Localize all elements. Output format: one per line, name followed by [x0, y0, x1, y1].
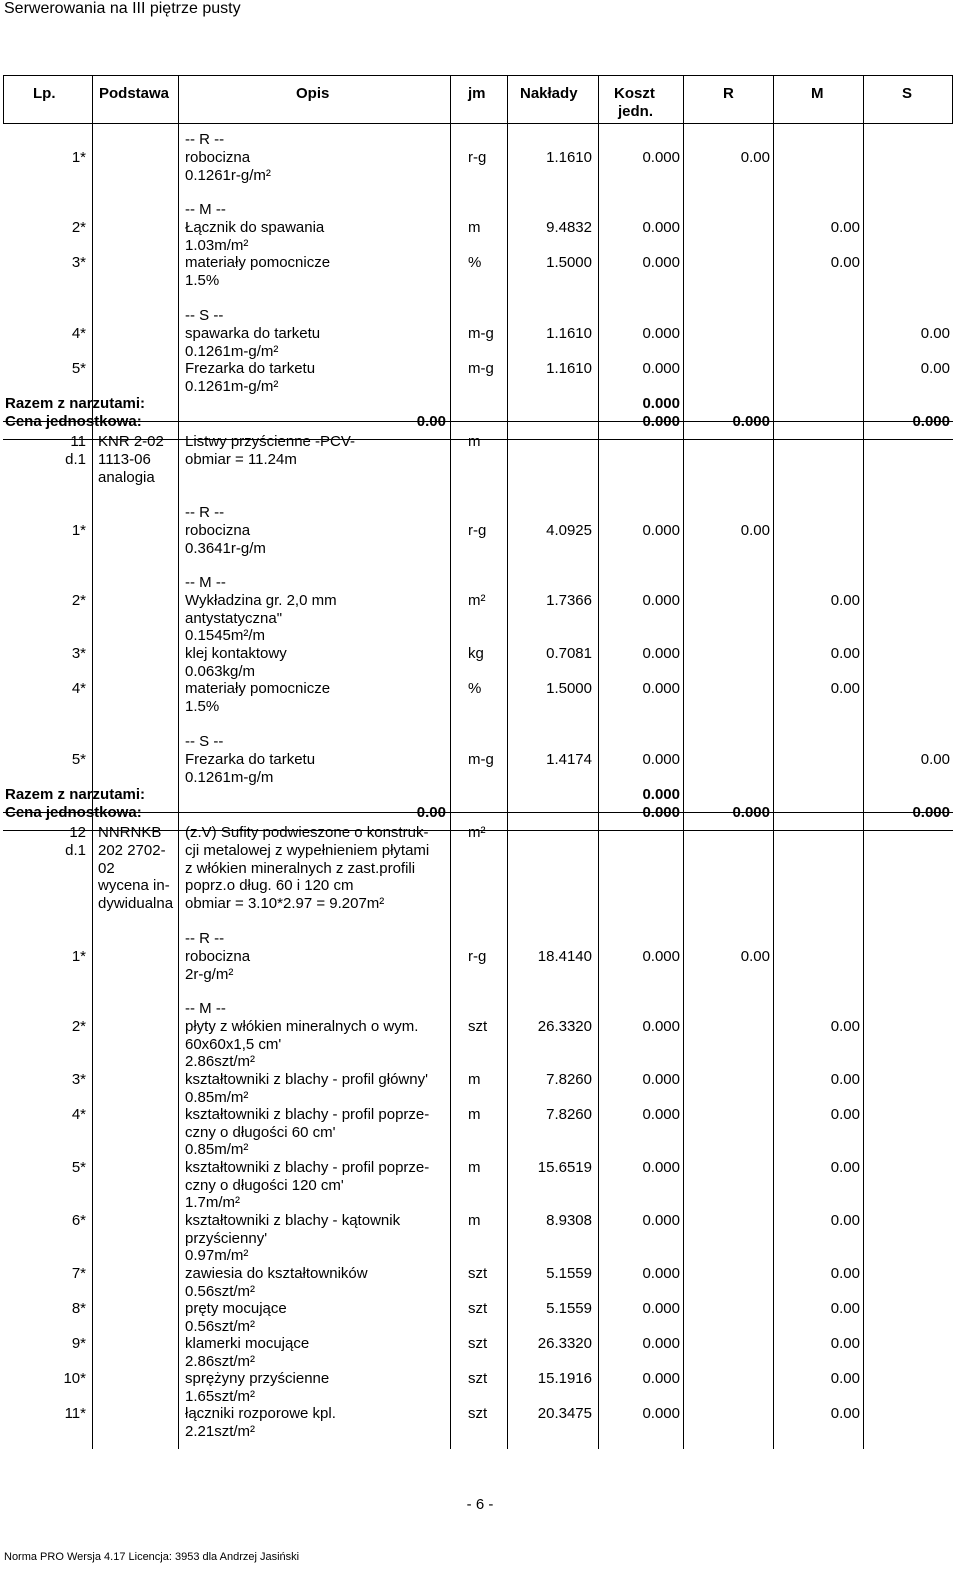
- column-divider: [92, 75, 93, 1449]
- position-unit-cell: m²: [468, 824, 486, 841]
- quantity-cell: 0.7081: [546, 645, 592, 662]
- item-number: 1*: [71, 522, 86, 539]
- unit-cell: m-g: [468, 325, 494, 342]
- labor-cost-cell: 0.000: [732, 413, 770, 430]
- description-cell: łączniki rozporowe kpl.: [185, 1405, 336, 1422]
- quantity-cell: 4.0925: [546, 522, 592, 539]
- unit-cost-cell: 0.000: [642, 1159, 680, 1176]
- header-r: R: [723, 85, 734, 102]
- document-title: Serwerowania na III piętrze pusty: [4, 0, 241, 17]
- item-number: 3*: [71, 1071, 86, 1088]
- quantity-cell: 20.3475: [537, 1405, 592, 1422]
- header-opis: Opis: [296, 85, 330, 102]
- material-cost-cell: 0.00: [830, 1106, 860, 1123]
- description-cell: -- R --: [185, 504, 225, 521]
- material-cost-cell: 0.00: [830, 1265, 860, 1282]
- item-number: d.1: [65, 451, 86, 468]
- header-bottom-border: [3, 123, 953, 124]
- description-cell: Łącznik do spawania: [185, 219, 325, 236]
- header-lp: Lp.: [33, 85, 56, 102]
- unit-cell: m: [468, 1159, 481, 1176]
- quantity-cell: 7.8260: [546, 1106, 592, 1123]
- description-cell: kształtowniki z blachy - profil poprze-: [185, 1159, 430, 1176]
- item-number: 10*: [63, 1370, 86, 1387]
- quantity-cell: 8.9308: [546, 1212, 592, 1229]
- description-cell: 60x60x1,5 cm': [185, 1036, 282, 1053]
- description-cell: 1.03m/m²: [185, 237, 249, 254]
- unit-cost-cell: 0.000: [642, 1370, 680, 1387]
- description-cell: płyty z włókien mineralnych o wym.: [185, 1018, 419, 1035]
- unit-cost-cell: 0.000: [642, 592, 680, 609]
- description-cell: 0.3641r-g/m: [185, 540, 266, 557]
- material-cost-cell: 0.00: [830, 1370, 860, 1387]
- description-cell: robocizna: [185, 522, 251, 539]
- column-divider: [178, 75, 179, 1449]
- quantity-cell: 1.4174: [546, 751, 592, 768]
- material-cost-cell: 0.00: [830, 1159, 860, 1176]
- quantity-cell: 1.1610: [546, 149, 592, 166]
- unit-cell: m: [468, 1071, 481, 1088]
- item-number: 7*: [71, 1265, 86, 1282]
- description-cell: antystatyczna": [185, 610, 283, 627]
- unit-cell: szt: [468, 1265, 488, 1282]
- description-cell: (z.V) Sufity podwieszone o konstruk-: [185, 824, 429, 841]
- description-cell: kształtowniki z blachy - profil główny': [185, 1071, 428, 1088]
- summary-label: Razem z narzutami:: [5, 786, 146, 803]
- labor-cost-cell: 0.00: [740, 948, 770, 965]
- item-number: 4*: [71, 1106, 86, 1123]
- unit-cost-cell: 0.000: [642, 1106, 680, 1123]
- description-cell: 0.1261m-g/m²: [185, 378, 279, 395]
- item-number: d.1: [65, 842, 86, 859]
- column-divider: [863, 75, 864, 1449]
- footer-license: Norma PRO Wersja 4.17 Licencja: 3953 dla Andrzej Jasiński: [4, 1551, 300, 1563]
- material-cost-cell: 0.00: [830, 1212, 860, 1229]
- unit-cell: r-g: [468, 522, 487, 539]
- quantity-cell: 26.3320: [537, 1335, 592, 1352]
- summary-label: Razem z narzutami:: [5, 395, 146, 412]
- equipment-cost-cell: 0.000: [912, 413, 950, 430]
- unit-price-total: 0.00: [416, 804, 446, 821]
- basis-cell: NNRNKB: [98, 824, 162, 841]
- item-number: 3*: [71, 645, 86, 662]
- description-cell: 1.65szt/m²: [185, 1388, 256, 1405]
- unit-cost-cell: 0.000: [642, 645, 680, 662]
- description-cell: z włókien mineralnych z zast.profili: [185, 860, 416, 877]
- basis-cell: wycena in-: [98, 877, 170, 894]
- unit-cost-cell: 0.000: [642, 325, 680, 342]
- unit-cell: m: [468, 219, 481, 236]
- unit-cost-cell: 0.000: [642, 948, 680, 965]
- unit-cost-cell: 0.000: [642, 413, 680, 430]
- description-cell: przyścienny': [185, 1230, 268, 1247]
- description-cell: 2.21szt/m²: [185, 1423, 256, 1440]
- description-cell: 2.86szt/m²: [185, 1053, 256, 1070]
- basis-cell: 202 2702-: [98, 842, 166, 859]
- description-cell: materiały pomocnicze: [185, 680, 331, 697]
- unit-cell: %: [468, 254, 482, 271]
- description-cell: materiały pomocnicze: [185, 254, 331, 271]
- unit-cost-cell: 0.000: [642, 1335, 680, 1352]
- unit-cost-cell: 0.000: [642, 1300, 680, 1317]
- item-number: 1*: [71, 149, 86, 166]
- basis-cell: analogia: [98, 469, 155, 486]
- item-number: 8*: [71, 1300, 86, 1317]
- unit-cost-cell: 0.000: [642, 1405, 680, 1422]
- description-cell: kształtowniki z blachy - kątownik: [185, 1212, 401, 1229]
- description-cell: robocizna: [185, 149, 251, 166]
- material-cost-cell: 0.00: [830, 219, 860, 236]
- description-cell: -- M --: [185, 201, 226, 218]
- unit-cell: kg: [468, 645, 484, 662]
- header-m: M: [811, 85, 824, 102]
- description-cell: Wykładzina gr. 2,0 mm: [185, 592, 337, 609]
- unit-cost-cell: 0.000: [642, 1265, 680, 1282]
- item-number: 11*: [64, 1405, 86, 1422]
- quantity-cell: 5.1559: [546, 1265, 592, 1282]
- item-number: 9*: [71, 1335, 86, 1352]
- description-cell: 2.86szt/m²: [185, 1353, 256, 1370]
- description-cell: 1.7m/m²: [185, 1194, 241, 1211]
- description-cell: -- R --: [185, 930, 225, 947]
- material-cost-cell: 0.00: [830, 680, 860, 697]
- item-number: 4*: [71, 325, 86, 342]
- column-divider: [773, 75, 774, 1449]
- unit-cost-cell: 0.000: [642, 1071, 680, 1088]
- description-cell: -- S --: [185, 733, 224, 750]
- unit-cell: %: [468, 680, 482, 697]
- header-s: S: [902, 85, 913, 102]
- item-number: 2*: [71, 219, 86, 236]
- unit-cost-cell: 0.000: [642, 149, 680, 166]
- description-cell: 0.85m/m²: [185, 1141, 249, 1158]
- description-cell: obmiar = 3.10*2.97 = 9.207m²: [185, 895, 385, 912]
- item-number: 4*: [71, 680, 86, 697]
- unit-cost-cell: 0.000: [642, 804, 680, 821]
- quantity-cell: 1.7366: [546, 592, 592, 609]
- column-divider: [507, 75, 508, 1449]
- quantity-cell: 1.5000: [546, 254, 592, 271]
- description-cell: 0.1261m-g/m²: [185, 343, 279, 360]
- material-cost-cell: 0.00: [830, 1018, 860, 1035]
- description-cell: robocizna: [185, 948, 251, 965]
- labor-cost-cell: 0.00: [740, 522, 770, 539]
- equipment-cost-cell: 0.00: [920, 325, 950, 342]
- description-cell: 0.85m/m²: [185, 1089, 249, 1106]
- unit-cost-cell: 0.000: [642, 680, 680, 697]
- description-cell: klej kontaktowy: [185, 645, 287, 662]
- labor-cost-cell: 0.00: [740, 149, 770, 166]
- unit-cost-cell: 0.000: [642, 751, 680, 768]
- quantity-cell: 15.1916: [537, 1370, 592, 1387]
- quantity-cell: 15.6519: [537, 1159, 592, 1176]
- equipment-cost-cell: 0.00: [920, 751, 950, 768]
- unit-cost-cell: 0.000: [642, 522, 680, 539]
- description-cell: 2r-g/m²: [185, 966, 234, 983]
- description-cell: 1.5%: [185, 698, 220, 715]
- description-cell: -- R --: [185, 131, 225, 148]
- summary-label: Cena jednostkowa:: [5, 413, 142, 430]
- equipment-cost-cell: 0.000: [912, 804, 950, 821]
- description-cell: zawiesia do kształtowników: [185, 1265, 368, 1282]
- page-number: - 6 -: [466, 1496, 494, 1513]
- item-number: 2*: [71, 1018, 86, 1035]
- equipment-cost-cell: 0.00: [920, 360, 950, 377]
- material-cost-cell: 0.00: [830, 254, 860, 271]
- description-cell: sprężyny przyścienne: [185, 1370, 330, 1387]
- quantity-cell: 9.4832: [546, 219, 592, 236]
- material-cost-cell: 0.00: [830, 1300, 860, 1317]
- unit-cell: m: [468, 1212, 481, 1229]
- description-cell: -- S --: [185, 307, 224, 324]
- unit-cost-cell: 0.000: [642, 1212, 680, 1229]
- item-number: 1*: [71, 948, 86, 965]
- description-cell: 0.56szt/m²: [185, 1318, 256, 1335]
- unit-cell: szt: [468, 1370, 488, 1387]
- unit-cell: m: [468, 1106, 481, 1123]
- description-cell: spawarka do tarketu: [185, 325, 321, 342]
- unit-price-total: 0.00: [416, 413, 446, 430]
- column-divider: [598, 75, 599, 1449]
- quantity-cell: 5.1559: [546, 1300, 592, 1317]
- header-koszt: Koszt: [614, 85, 655, 102]
- description-cell: 0.97m/m²: [185, 1247, 249, 1264]
- unit-cell: szt: [468, 1335, 488, 1352]
- description-cell: czny o długości 120 cm': [185, 1177, 344, 1194]
- quantity-cell: 7.8260: [546, 1071, 592, 1088]
- table-right-border: [952, 75, 953, 123]
- basis-cell: 02: [98, 860, 115, 877]
- material-cost-cell: 0.00: [830, 592, 860, 609]
- item-number: 5*: [71, 360, 86, 377]
- item-number: 5*: [71, 1159, 86, 1176]
- description-cell: -- M --: [185, 574, 226, 591]
- unit-cost-cell: 0.000: [642, 219, 680, 236]
- basis-cell: dywidualna: [98, 895, 174, 912]
- quantity-cell: 18.4140: [537, 948, 592, 965]
- description-cell: pręty mocujące: [185, 1300, 287, 1317]
- table-top-border: [3, 75, 953, 76]
- description-cell: 1.5%: [185, 272, 220, 289]
- basis-cell: 1113-06: [98, 451, 151, 468]
- item-number: 2*: [71, 592, 86, 609]
- description-cell: czny o długości 60 cm': [185, 1124, 336, 1141]
- description-cell: poprz.o dług. 60 i 120 cm: [185, 877, 354, 894]
- item-number: 3*: [71, 254, 86, 271]
- header-jm: jm: [468, 85, 486, 102]
- basis-cell: KNR 2-02: [98, 433, 164, 450]
- description-cell: 0.1261m-g/m: [185, 769, 274, 786]
- unit-cost-cell: 0.000: [642, 1018, 680, 1035]
- description-cell: obmiar = 11.24m: [185, 451, 297, 468]
- item-number: 11: [70, 433, 86, 450]
- column-divider: [683, 75, 684, 1449]
- unit-cost-cell: 0.000: [642, 786, 680, 803]
- item-number: 5*: [71, 751, 86, 768]
- unit-cell: r-g: [468, 149, 487, 166]
- header-podstawa: Podstawa: [99, 85, 170, 102]
- unit-cell: m-g: [468, 751, 494, 768]
- item-number: 12: [69, 824, 86, 841]
- summary-label: Cena jednostkowa:: [5, 804, 142, 821]
- material-cost-cell: 0.00: [830, 1071, 860, 1088]
- material-cost-cell: 0.00: [830, 645, 860, 662]
- unit-cell: m²: [468, 592, 486, 609]
- header-naklady: Nakłady: [520, 85, 578, 102]
- quantity-cell: 1.1610: [546, 360, 592, 377]
- header-koszt-jedn: jedn.: [618, 103, 654, 120]
- item-number: 6*: [71, 1212, 86, 1229]
- position-unit-cell: m: [468, 433, 481, 450]
- material-cost-cell: 0.00: [830, 1335, 860, 1352]
- description-cell: 0.063kg/m: [185, 663, 256, 680]
- unit-cost-cell: 0.000: [642, 254, 680, 271]
- unit-cell: szt: [468, 1300, 488, 1317]
- quantity-cell: 1.5000: [546, 680, 592, 697]
- unit-cost-cell: 0.000: [642, 395, 680, 412]
- description-cell: 0.56szt/m²: [185, 1283, 256, 1300]
- description-cell: klamerki mocujące: [185, 1335, 310, 1352]
- quantity-cell: 1.1610: [546, 325, 592, 342]
- unit-cell: szt: [468, 1018, 488, 1035]
- unit-cell: m-g: [468, 360, 494, 377]
- description-cell: Frezarka do tarketu: [185, 751, 316, 768]
- table-left-border: [3, 75, 4, 123]
- unit-cell: r-g: [468, 948, 487, 965]
- description-cell: 0.1261r-g/m²: [185, 167, 271, 184]
- description-cell: Listwy przyścienne -PCV-: [185, 433, 356, 450]
- description-cell: cji metalowej z wypełnieniem płytami: [185, 842, 430, 859]
- description-cell: -- M --: [185, 1000, 226, 1017]
- summary-separator: [3, 421, 953, 422]
- material-cost-cell: 0.00: [830, 1405, 860, 1422]
- description-cell: kształtowniki z blachy - profil poprze-: [185, 1106, 430, 1123]
- labor-cost-cell: 0.000: [732, 804, 770, 821]
- description-cell: 0.1545m²/m: [185, 627, 266, 644]
- description-cell: Frezarka do tarketu: [185, 360, 316, 377]
- unit-cell: szt: [468, 1405, 488, 1422]
- unit-cost-cell: 0.000: [642, 360, 680, 377]
- quantity-cell: 26.3320: [537, 1018, 592, 1035]
- column-divider: [450, 75, 451, 1449]
- summary-separator: [3, 812, 953, 813]
